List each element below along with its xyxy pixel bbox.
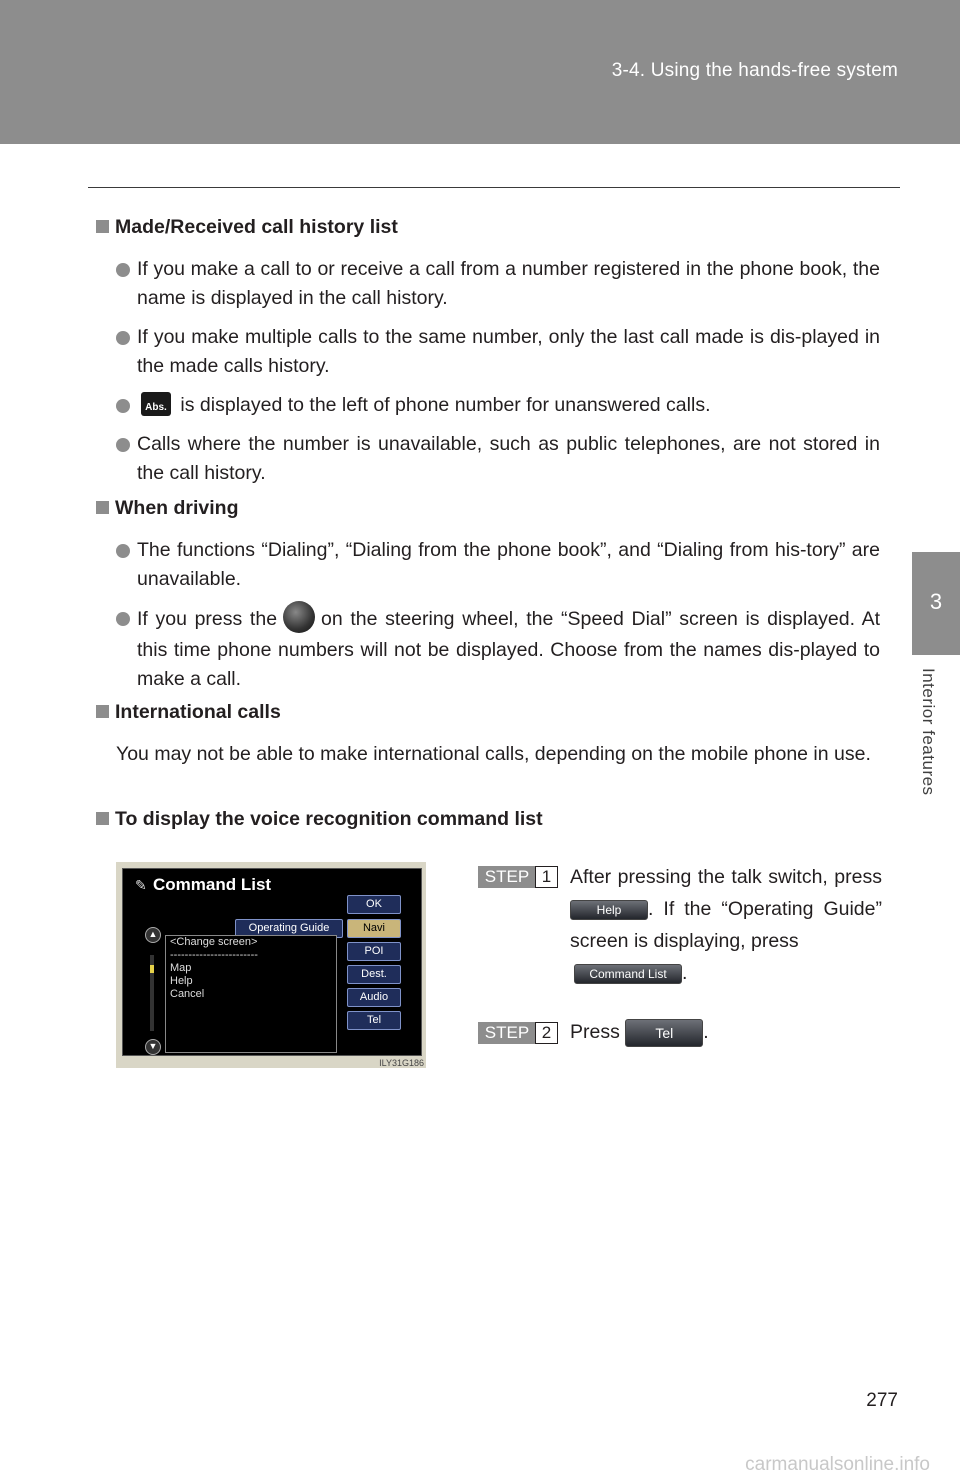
square-bullet-icon bbox=[96, 812, 109, 825]
bullet-icon bbox=[116, 612, 130, 626]
page-number: 277 bbox=[866, 1390, 898, 1411]
scroll-up-icon[interactable]: ▲ bbox=[145, 927, 161, 943]
bullet-icon bbox=[116, 399, 130, 413]
list-item: If you make multiple calls to the same number, only the last call made is dis-played in the made calls history. bbox=[116, 323, 880, 381]
command-list-screen bbox=[116, 862, 426, 1068]
tel-button-image: Tel bbox=[625, 1019, 703, 1047]
screen-title: Command List bbox=[153, 875, 272, 894]
list-item: Calls where the number is unavailable, such as public telephones, are not stored in the call history. bbox=[116, 430, 880, 488]
chapter-label: Interior features bbox=[919, 668, 938, 796]
poi-button[interactable]: POI bbox=[347, 942, 401, 961]
list-item: The functions “Dialing”, “Dialing from the phone book”, and “Dialing from his-tory” are unavailable. bbox=[116, 536, 880, 594]
list-item[interactable]: Help bbox=[170, 975, 193, 987]
header-rule bbox=[88, 187, 900, 188]
bullet-icon bbox=[116, 544, 130, 558]
square-bullet-icon bbox=[96, 705, 109, 718]
list-item: Abs. is displayed to the left of phone number for unanswered calls. bbox=[116, 391, 880, 420]
step-text: Press Tel . bbox=[570, 1016, 882, 1048]
navi-button[interactable]: Navi bbox=[347, 919, 401, 938]
square-bullet-icon bbox=[96, 220, 109, 233]
list-item[interactable]: Map bbox=[170, 962, 192, 974]
step-number: 2 bbox=[535, 1022, 558, 1044]
dest-button[interactable]: Dest. bbox=[347, 965, 401, 984]
command-list-button-image: Command List bbox=[574, 964, 682, 984]
section-heading: To display the voice recognition command list bbox=[96, 808, 543, 831]
list-divider: ------------------------ bbox=[170, 949, 258, 961]
step-text: After pressing the talk switch, press Help . If the “Operating Guide” screen is displaying, press Command List . bbox=[570, 866, 882, 984]
tel-button[interactable]: Tel bbox=[347, 1011, 401, 1030]
page-header bbox=[0, 0, 960, 144]
screen-display bbox=[122, 868, 422, 1056]
bullet-icon bbox=[116, 438, 130, 452]
list-item[interactable]: <Change screen> bbox=[170, 936, 258, 948]
microphone-icon: ✎ bbox=[135, 877, 147, 893]
section-heading: When driving bbox=[96, 497, 239, 520]
step-badge bbox=[478, 866, 558, 888]
steering-phone-switch-icon bbox=[283, 601, 315, 633]
ok-button[interactable]: OK bbox=[347, 895, 401, 914]
watermark: carmanualsonline.info bbox=[745, 1454, 930, 1475]
list-item: If you press the on the steering wheel, the “Speed Dial” screen is displayed. At this time phone numbers will not be displayed. Choose from the names dis-played to make a call. bbox=[116, 604, 880, 694]
scrollbar[interactable] bbox=[145, 929, 158, 1051]
figure-code: ILY31G186 bbox=[379, 1058, 424, 1068]
chapter-tab: 3 bbox=[912, 552, 960, 655]
scroll-down-icon[interactable]: ▼ bbox=[145, 1039, 161, 1055]
square-bullet-icon bbox=[96, 501, 109, 514]
section-heading: Made/Received call history list bbox=[96, 216, 398, 239]
scroll-thumb[interactable] bbox=[150, 965, 154, 973]
step-label: STEP bbox=[478, 1022, 536, 1044]
help-button-image: Help bbox=[570, 900, 648, 920]
bullet-icon bbox=[116, 331, 130, 345]
bullet-icon bbox=[116, 263, 130, 277]
paragraph: You may not be able to make international calls, depending on the mobile phone in use. bbox=[116, 743, 871, 765]
operating-guide-button[interactable]: Operating Guide bbox=[235, 919, 343, 938]
section-heading: International calls bbox=[96, 701, 281, 724]
header-title: 3-4. Using the hands-free system bbox=[611, 60, 898, 81]
command-list bbox=[165, 935, 337, 1053]
list-item[interactable]: Cancel bbox=[170, 988, 205, 1000]
step-label: STEP bbox=[478, 866, 536, 888]
step-number: 1 bbox=[535, 866, 558, 888]
missed-call-icon: Abs. bbox=[141, 392, 171, 416]
list-item: If you make a call to or receive a call from a number registered in the phone book, the name is displayed in the call history. bbox=[116, 255, 880, 313]
audio-button[interactable]: Audio bbox=[347, 988, 401, 1007]
step-badge bbox=[478, 1022, 558, 1044]
